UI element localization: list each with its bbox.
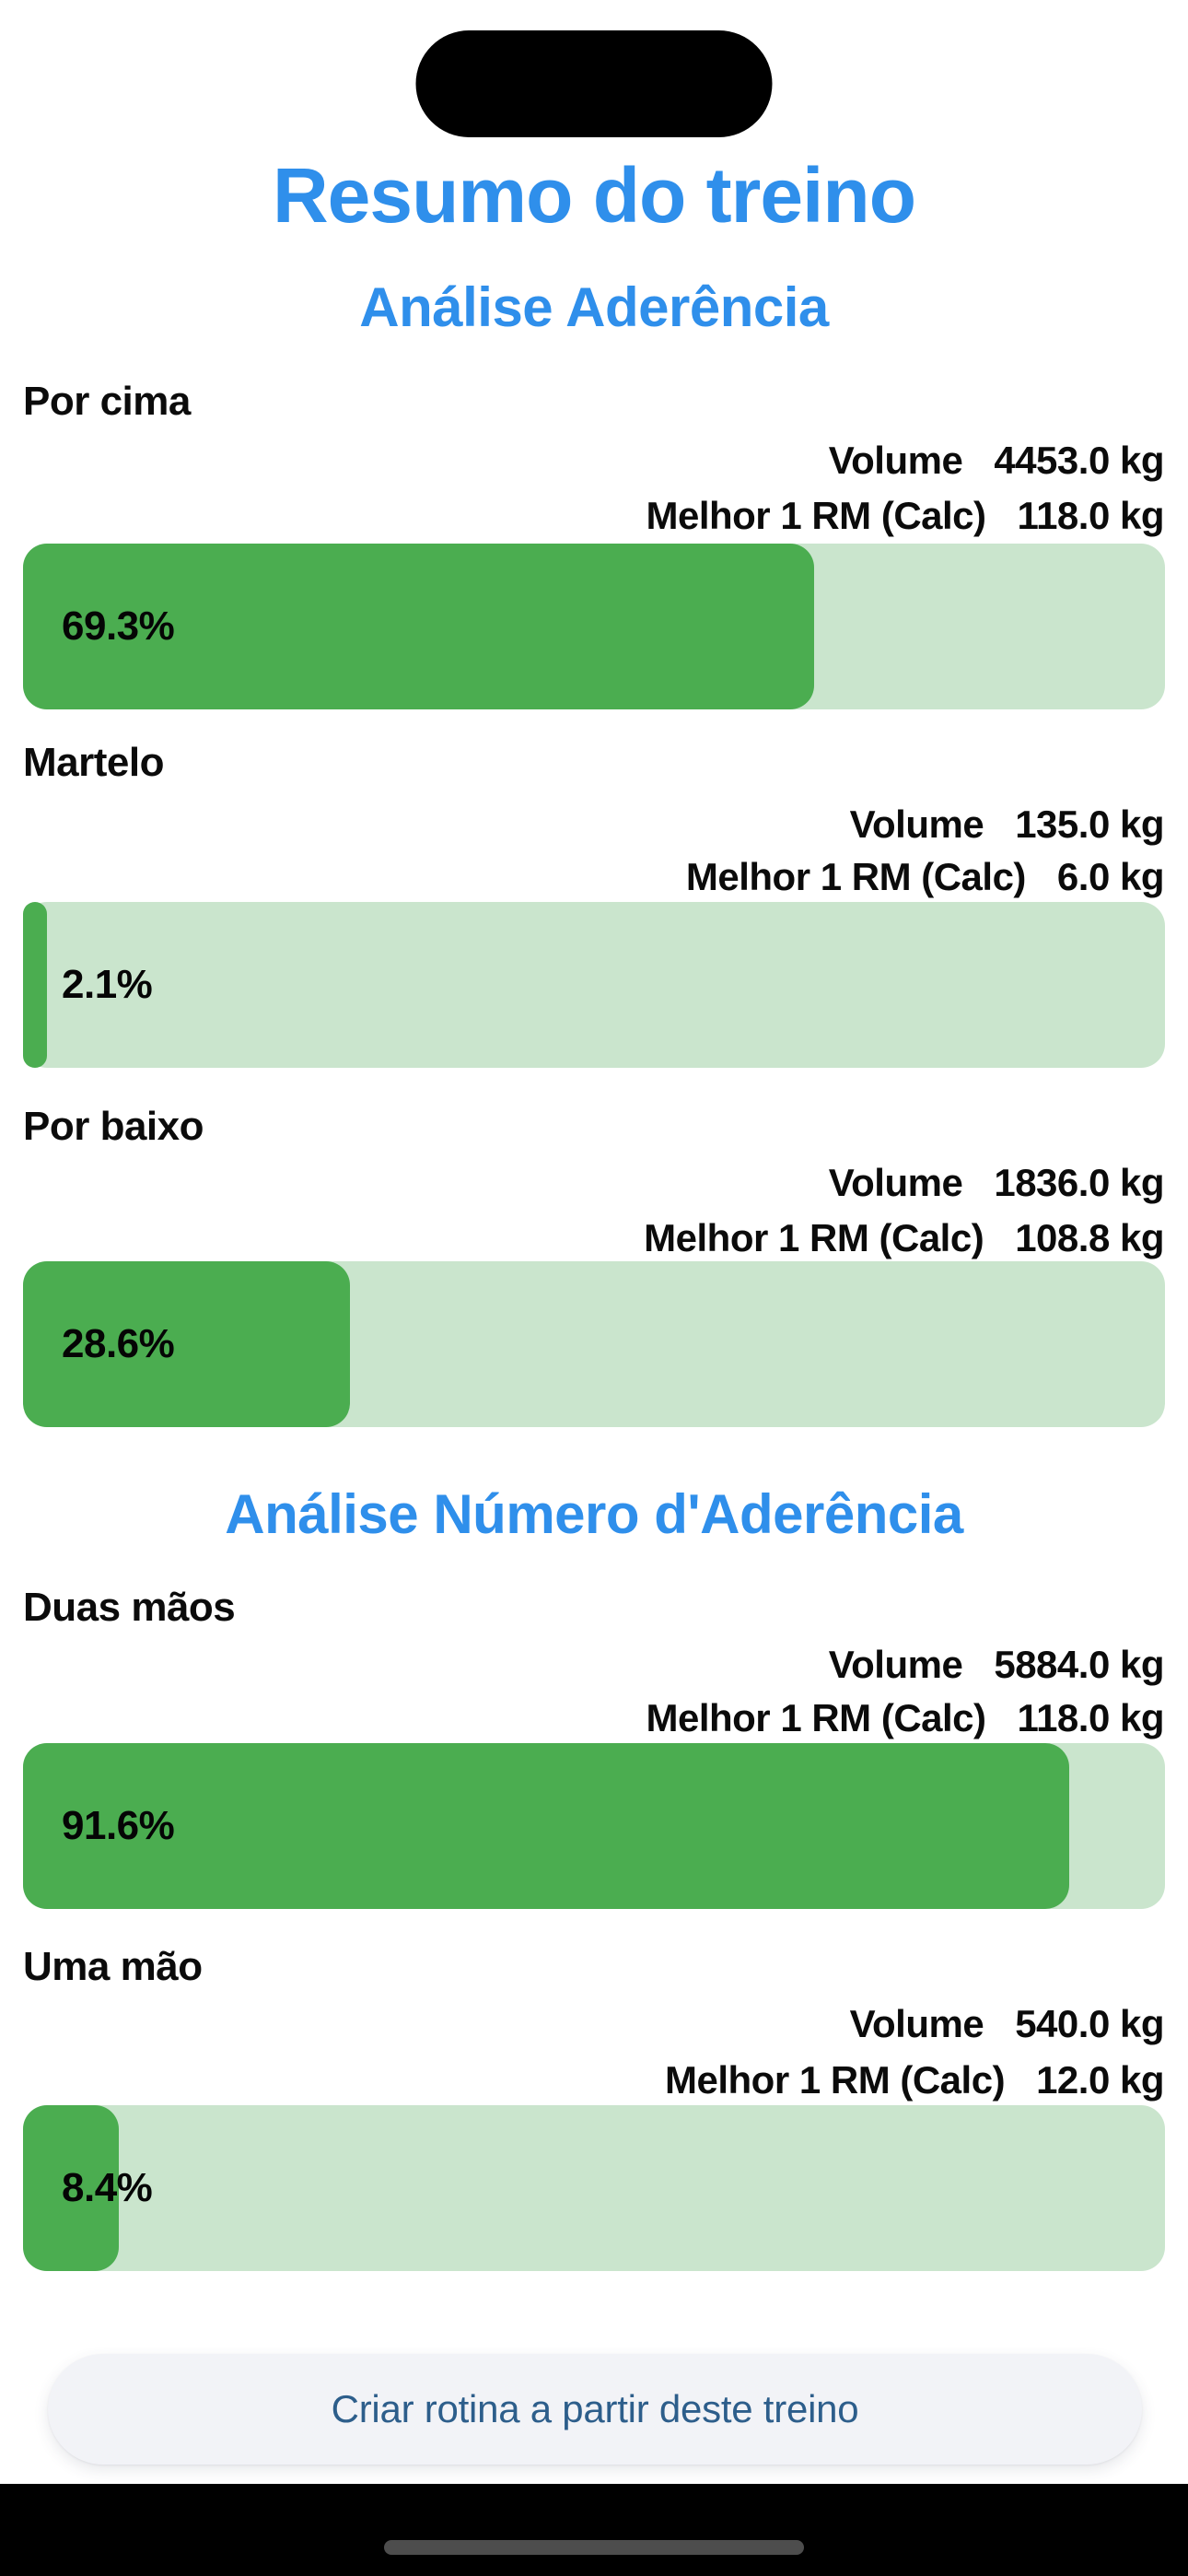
- best-1rm-label: Melhor 1 RM (Calc): [646, 1696, 986, 1739]
- volume-row: [850, 804, 1164, 845]
- exercise-name: Uma mão: [23, 1944, 203, 1989]
- best-1rm-value: 6.0 kg: [1056, 855, 1164, 898]
- best-1rm-label: Melhor 1 RM (Calc): [644, 1216, 984, 1259]
- volume-label: Volume: [828, 1161, 963, 1204]
- volume-label: Volume: [849, 802, 984, 846]
- best-1rm-row: [686, 857, 1164, 897]
- exercise-name: Martelo: [23, 740, 164, 785]
- page-title: Resumo do treino: [272, 152, 916, 239]
- best-1rm-label: Melhor 1 RM (Calc): [646, 494, 986, 537]
- volume-label: Volume: [828, 1643, 963, 1686]
- adherence-progress-bar: [23, 1261, 1165, 1427]
- volume-row: [850, 2004, 1164, 2044]
- bar-fill: [23, 902, 47, 1068]
- section-heading-adherence: Análise Aderência: [359, 276, 829, 338]
- best-1rm-label: Melhor 1 RM (Calc): [685, 855, 1026, 898]
- best-1rm-value: 118.0 kg: [1017, 494, 1164, 537]
- volume-label: Volume: [828, 439, 963, 482]
- bar-percent-label: 91.6%: [62, 1803, 175, 1848]
- best-1rm-value: 108.8 kg: [1015, 1216, 1164, 1259]
- adherence-progress-bar: [23, 1743, 1165, 1909]
- best-1rm-row: [646, 1698, 1164, 1739]
- exercise-name: Por baixo: [23, 1104, 204, 1149]
- best-1rm-label: Melhor 1 RM (Calc): [665, 2058, 1006, 2102]
- bar-percent-label: 2.1%: [62, 962, 153, 1007]
- volume-row: [829, 1645, 1164, 1685]
- volume-row: [829, 440, 1164, 481]
- adherence-progress-bar: [23, 902, 1165, 1068]
- volume-row: [829, 1163, 1164, 1203]
- bar-percent-label: 28.6%: [62, 1321, 175, 1366]
- exercise-name: Duas mãos: [23, 1585, 236, 1630]
- create-routine-button[interactable]: Criar rotina a partir deste treino: [48, 2354, 1142, 2465]
- bar-percent-label: 8.4%: [62, 2165, 153, 2210]
- adherence-progress-bar: [23, 544, 1165, 709]
- bar-fill: [23, 1743, 1069, 1909]
- home-indicator[interactable]: [384, 2540, 804, 2555]
- best-1rm-value: 12.0 kg: [1036, 2058, 1164, 2102]
- volume-value: 135.0 kg: [1015, 802, 1164, 846]
- adherence-progress-bar: [23, 2105, 1165, 2271]
- bar-percent-label: 69.3%: [62, 603, 175, 649]
- exercise-name: Por cima: [23, 379, 191, 424]
- volume-value: 1836.0 kg: [994, 1161, 1164, 1204]
- best-1rm-row: [644, 1218, 1164, 1259]
- dynamic-island-redaction: [416, 30, 773, 137]
- volume-value: 540.0 kg: [1015, 2002, 1164, 2045]
- volume-value: 4453.0 kg: [994, 439, 1164, 482]
- best-1rm-row: [646, 496, 1164, 536]
- best-1rm-row: [665, 2060, 1164, 2101]
- section-heading-number-adherence: Análise Número d'Aderência: [225, 1483, 963, 1545]
- bottom-bar: [0, 2484, 1188, 2576]
- volume-label: Volume: [849, 2002, 984, 2045]
- volume-value: 5884.0 kg: [994, 1643, 1164, 1686]
- best-1rm-value: 118.0 kg: [1017, 1696, 1164, 1739]
